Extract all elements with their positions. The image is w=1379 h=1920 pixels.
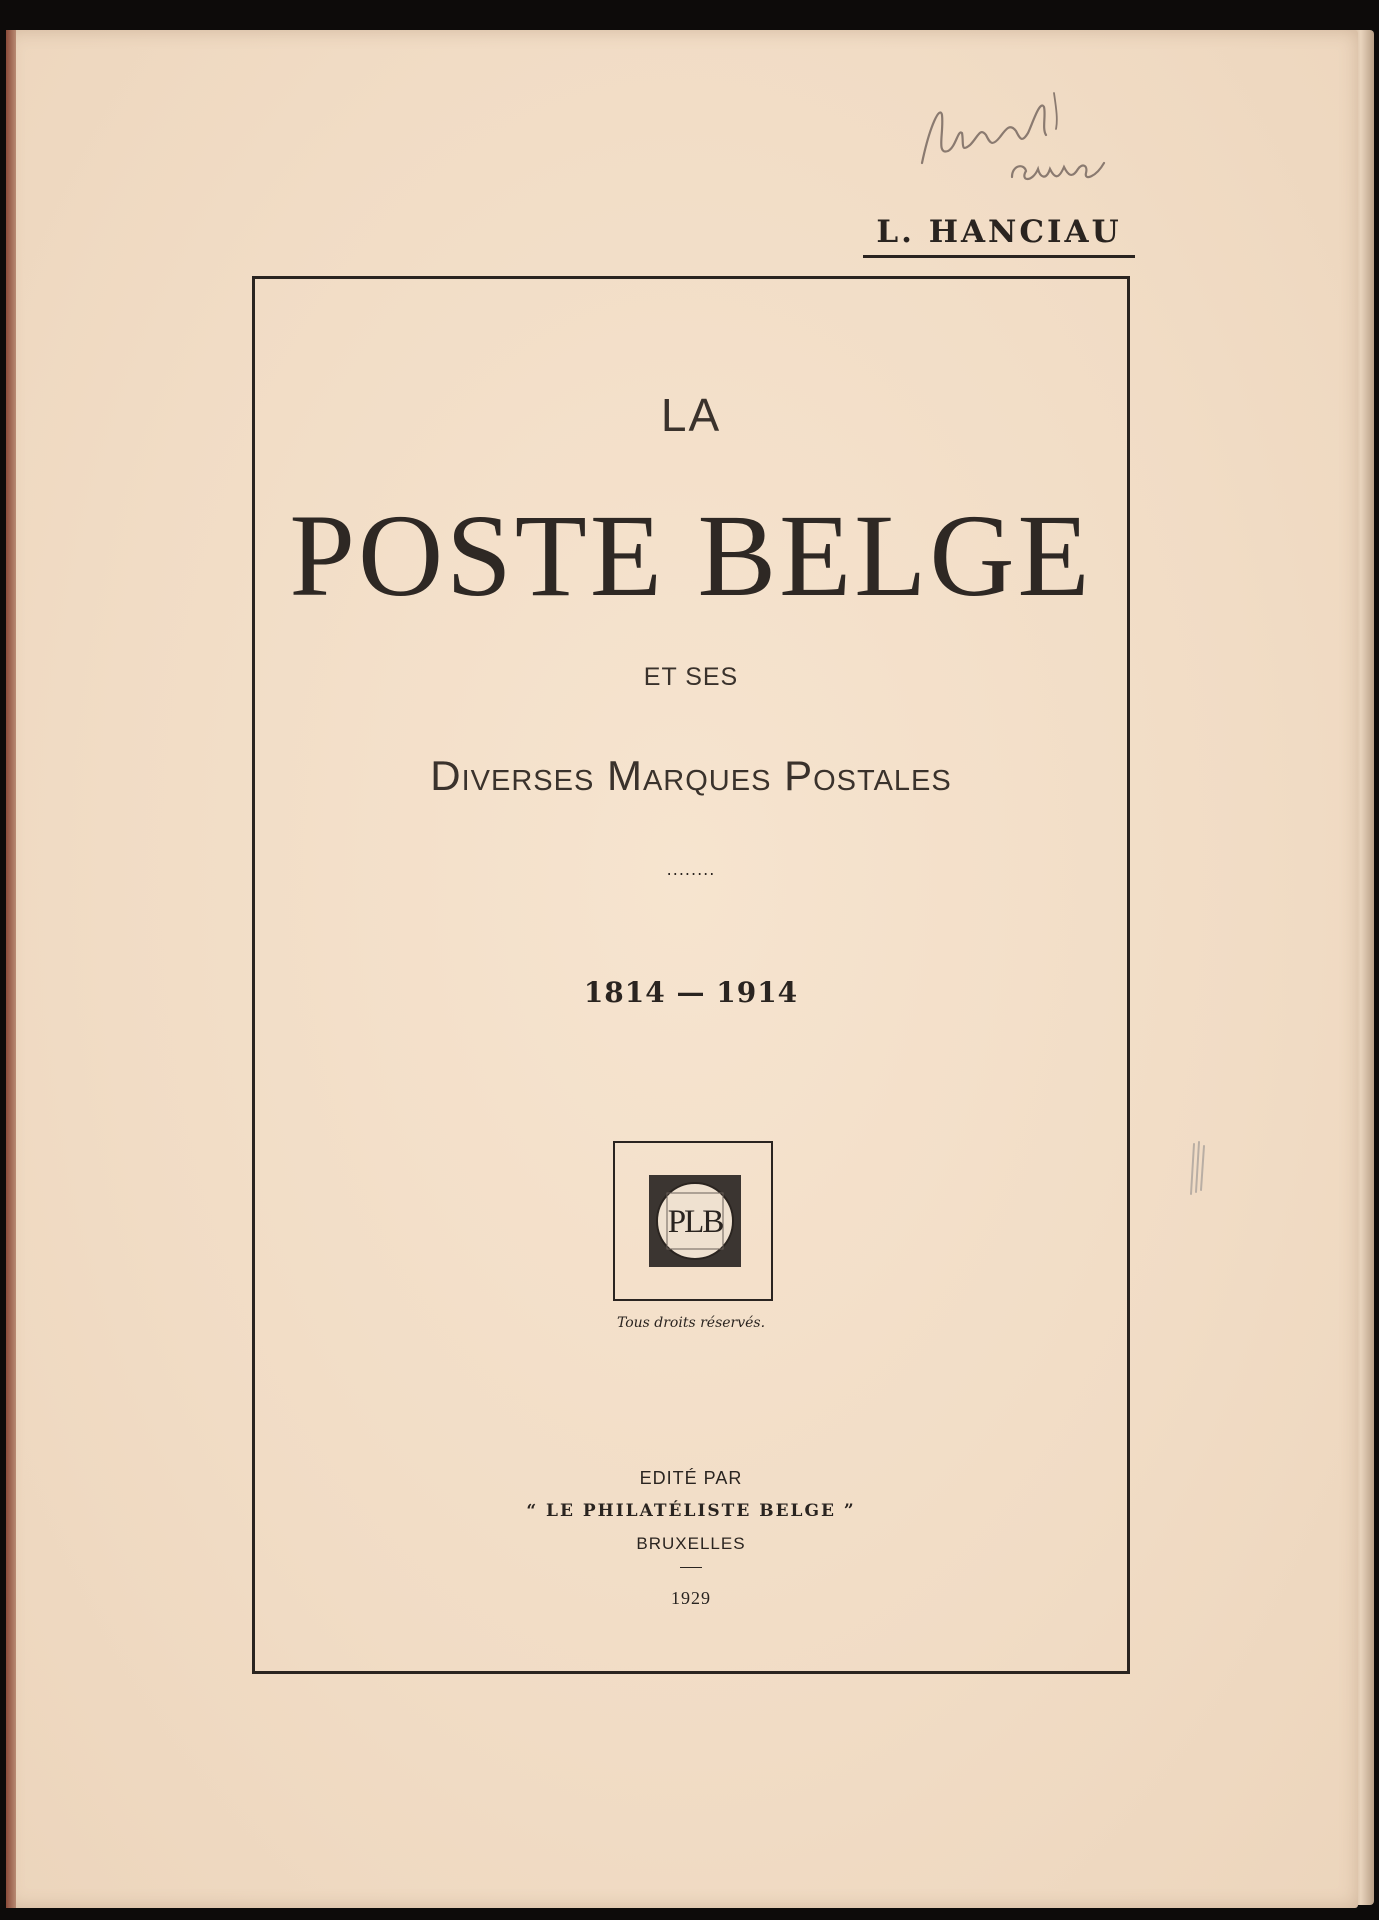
publisher-city: BRUXELLES [636,1534,746,1553]
date-range: 1814 — 1914 [583,976,799,1009]
binding-edge [6,30,16,1908]
title-prefix: LA [660,389,722,441]
publisher-name: “ LE PHILATÉLISTE BELGE ” [526,1501,856,1521]
publisher-logo-letters: PLB [667,1204,723,1240]
ornament-dots: ........ [666,860,716,879]
subtitle: Diverses Marques Postales [430,752,952,799]
imprint-rule [680,1567,702,1568]
publisher-logo [649,1175,741,1267]
edited-by: EDITÉ PAR [639,1468,743,1488]
author-name: L. HANCIAU [863,214,1135,258]
title-frame [252,276,1130,1674]
handwritten-pencil-note [900,85,1140,195]
publication-year: 1929 [671,1588,711,1608]
title-connector: ET SES [643,663,739,691]
pencil-smudge [1188,1140,1208,1198]
main-title: POSTE BELGE [289,490,1093,621]
rights-reserved: Tous droits réservés. [616,1315,766,1331]
